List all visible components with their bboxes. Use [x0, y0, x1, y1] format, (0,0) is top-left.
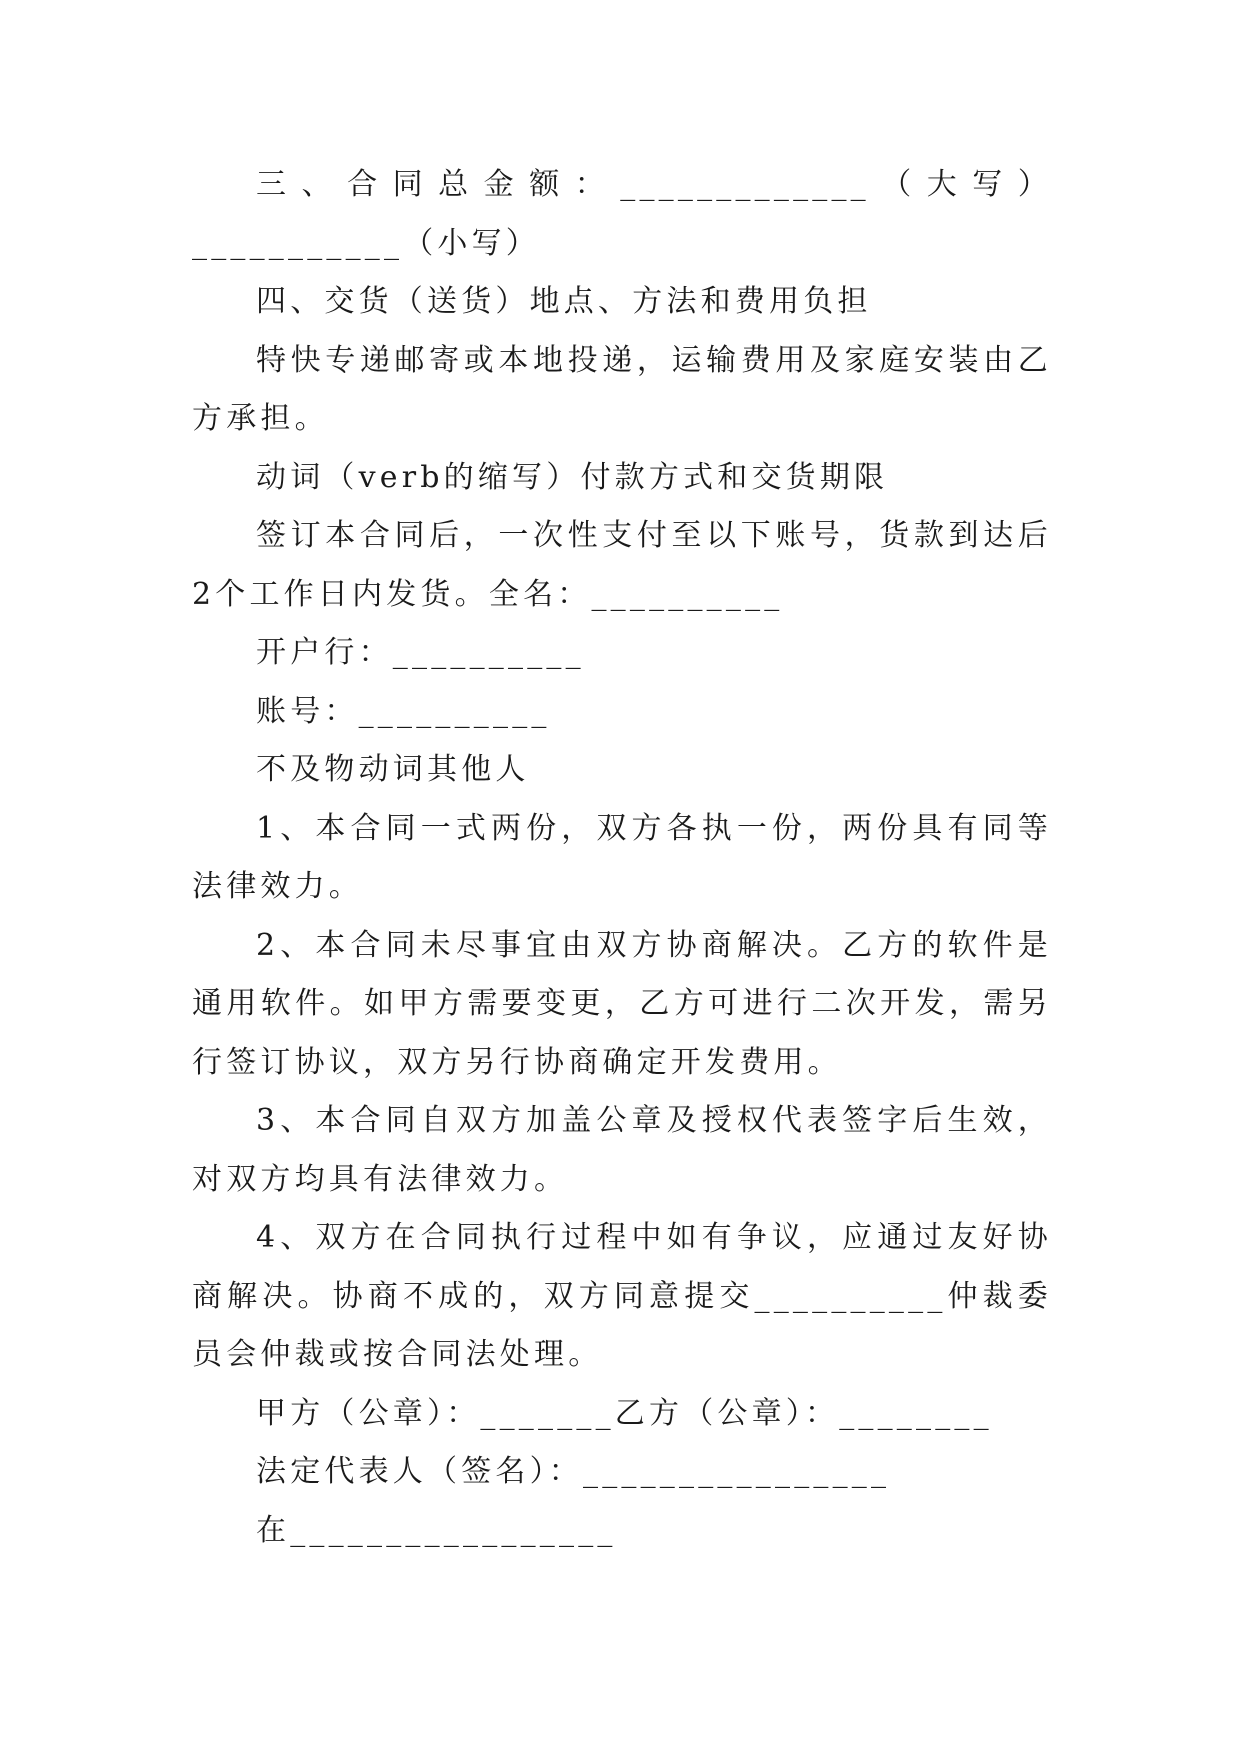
document-body: [192, 156, 1052, 1560]
paragraph-other-heading: 不及物动词其他人: [256, 752, 530, 787]
clause-1: 1、本合同一式两份，双方各执一份，两份具有同等法律效力。: [192, 810, 1052, 904]
paragraph-payment-heading: 动词（verb的缩写）付款方式和交货期限: [256, 459, 889, 495]
paragraph-payment-terms: 签订本合同后，一次性支付至以下账号，货款到达后2个工作日内发货。全名：__________: [192, 518, 1052, 612]
clause-3: 3、本合同自双方加盖公章及授权代表签字后生效，对双方均具有法律效力。: [192, 1103, 1052, 1197]
paragraph-total-amount: 三、合同总金额：_____________（大写）___________（小写）: [192, 167, 1052, 261]
paragraph-account-number: 账号：__________: [256, 693, 551, 729]
paragraph-delivery-heading: 四、交货（送货）地点、方法和费用负担: [256, 284, 872, 319]
paragraph-bank-name: 开户行：__________: [256, 635, 585, 670]
signature-legal-representative: 法定代表人（签名）：________________: [256, 1454, 891, 1489]
signature-location: 在_________________: [256, 1512, 617, 1548]
clause-2: 2、本合同未尽事宜由双方协商解决。乙方的软件是通用软件。如甲方需要变更，乙方可进行二次开发，需另行签订协议，双方另行协商确定开发费用。: [192, 927, 1052, 1080]
clause-4: 4、双方在合同执行过程中如有争议，应通过友好协商解决。协商不成的，双方同意提交__________仲裁委员会仲裁或按合同法处理。: [192, 1220, 1052, 1372]
signature-parties: 甲方（公章）：_______乙方（公章）：________: [256, 1395, 993, 1431]
paragraph-delivery-method: 特快专递邮寄或本地投递，运输费用及家庭安装由乙方承担。: [192, 342, 1052, 436]
